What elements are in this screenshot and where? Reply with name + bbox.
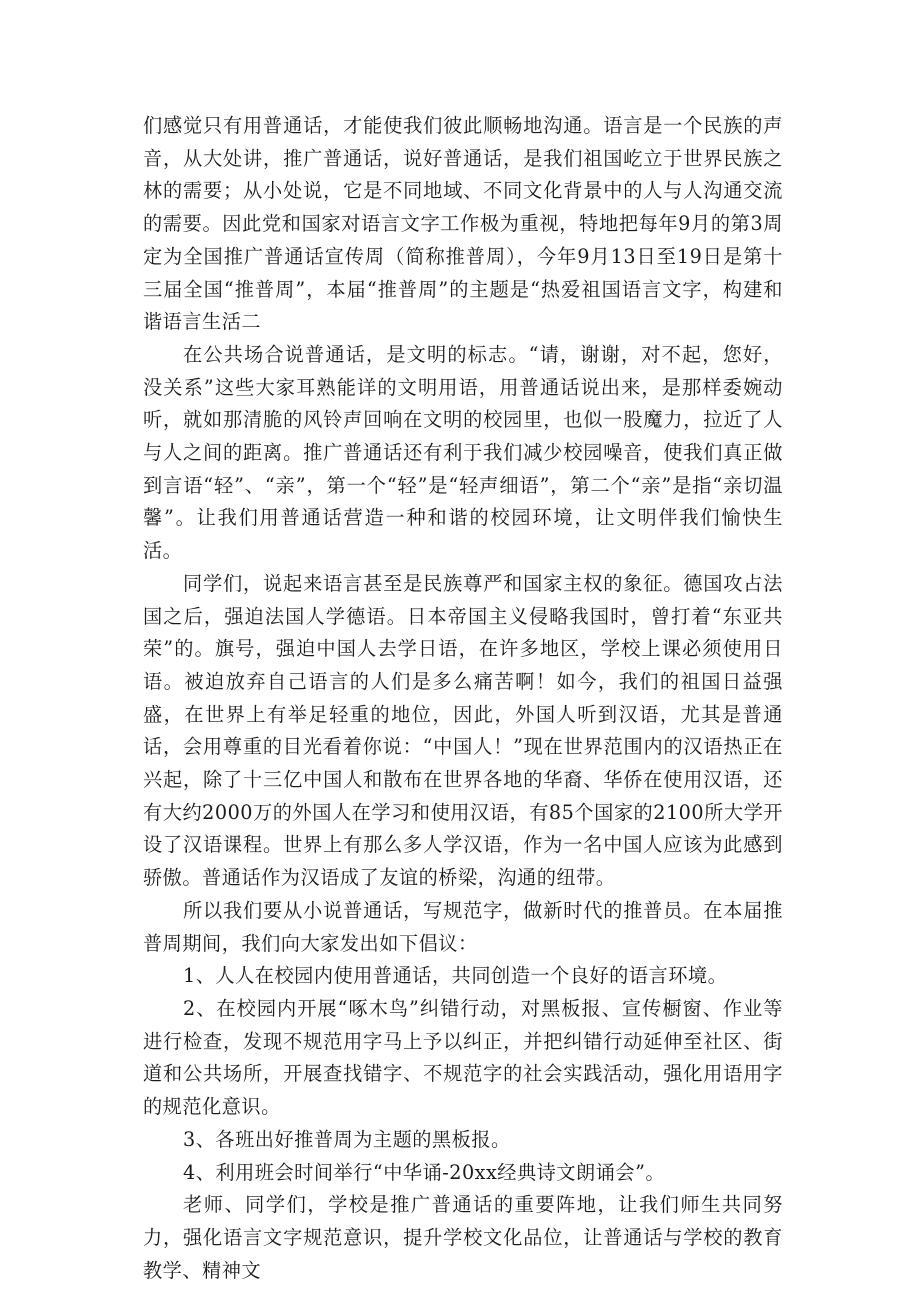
paragraph-closing: 老师、同学们，学校是推广普通话的重要阵地，让我们师生共同努力，强化语言文字规范意识，提升学校文化品位，让普通话与学校的教育教学、精神文 <box>143 1193 783 1282</box>
proposal-item-2: 2、在校园内开展“啄木鸟”纠错行动，对黑板报、宣传橱窗、作业等进行检查，发现不规范用字马上予以纠正，并把纠错行动延伸至社区、街道和公共场所，开展查找错字、不规范字的社会实践活动，强化用语用字的规范化意识。 <box>143 996 783 1119</box>
proposal-item-4: 4、利用班会时间举行“中华诵-20xx经典诗文朗诵会”。 <box>183 1160 666 1184</box>
paragraph-proposal-intro: 所以我们要从小说普通话，写规范字，做新时代的推普员。在本届推普周期间，我们向大家发出如下倡议： <box>143 898 783 955</box>
document-body <box>143 110 783 1287</box>
paragraph-continuation: 们感觉只有用普通话，才能使我们彼此顺畅地沟通。语言是一个民族的声音，从大处讲，推广普通话，说好普通话，是我们祖国屹立于世界民族之林的需要；从小处说，它是不同地域、不同文化背景中的人与人沟通交流的需要。因此党和国家对语言文字工作极为重视，特地把每年9月的第3周定为全国推广普通话宣传周（简称推普周），今年9月13日至19日是第十三届全国“推普周”，本届“推普周”的主题是“热爱祖国语言文字，构建和谐语言生活二 <box>143 114 783 334</box>
paragraph-civility: 在公共场合说普通话，是文明的标志。“请，谢谢，对不起，您好，没关系”这些大家耳熟能详的文明用语，用普通话说出来，是那样委婉动听，就如那清脆的风铃声回响在文明的校园里，也似一股魔力，拉近了人与人之间的距离。推广普通话还有利于我们减少校园噪音，使我们真正做到言语“轻”、“亲”，第一个“轻”是“轻声细语”，第二个“亲”是指“亲切温馨”。让我们用普通话营造一种和谐的校园环境，让文明伴我们愉快生活。 <box>143 342 783 563</box>
paragraph-national-dignity: 同学们，说起来语言甚至是民族尊严和国家主权的象征。德国攻占法国之后，强迫法国人学德语。日本帝国主义侵略我国时，曾打着“东亚共荣”的。旗号，强迫中国人去学日语，在许多地区，学校上课必须使用日语。被迫放弃自己语言的人们是多么痛苦啊！如今，我们的祖国日益强盛，在世界上有举足轻重的地位，因此，外国人听到汉语，尤其是普通话，会用尊重的目光看着你说：“中国人！”现在世界范围内的汉语热正在兴起，除了十三亿中国人和散布在世界各地的华裔、华侨在使用汉语，还有大约2000万的外国人在学习和使用汉语，有85个国家的2100所大学开设了汉语课程。世界上有那么多人学汉语，作为一名中国人应该为此感到骄傲。普通话作为汉语成了友谊的桥梁，沟通的纽带。 <box>143 571 783 890</box>
proposal-item-1: 1、人人在校园内使用普通话，共同创造一个良好的语言环境。 <box>183 964 728 988</box>
proposal-item-3: 3、各班出好推普周为主题的黑板报。 <box>183 1127 511 1151</box>
